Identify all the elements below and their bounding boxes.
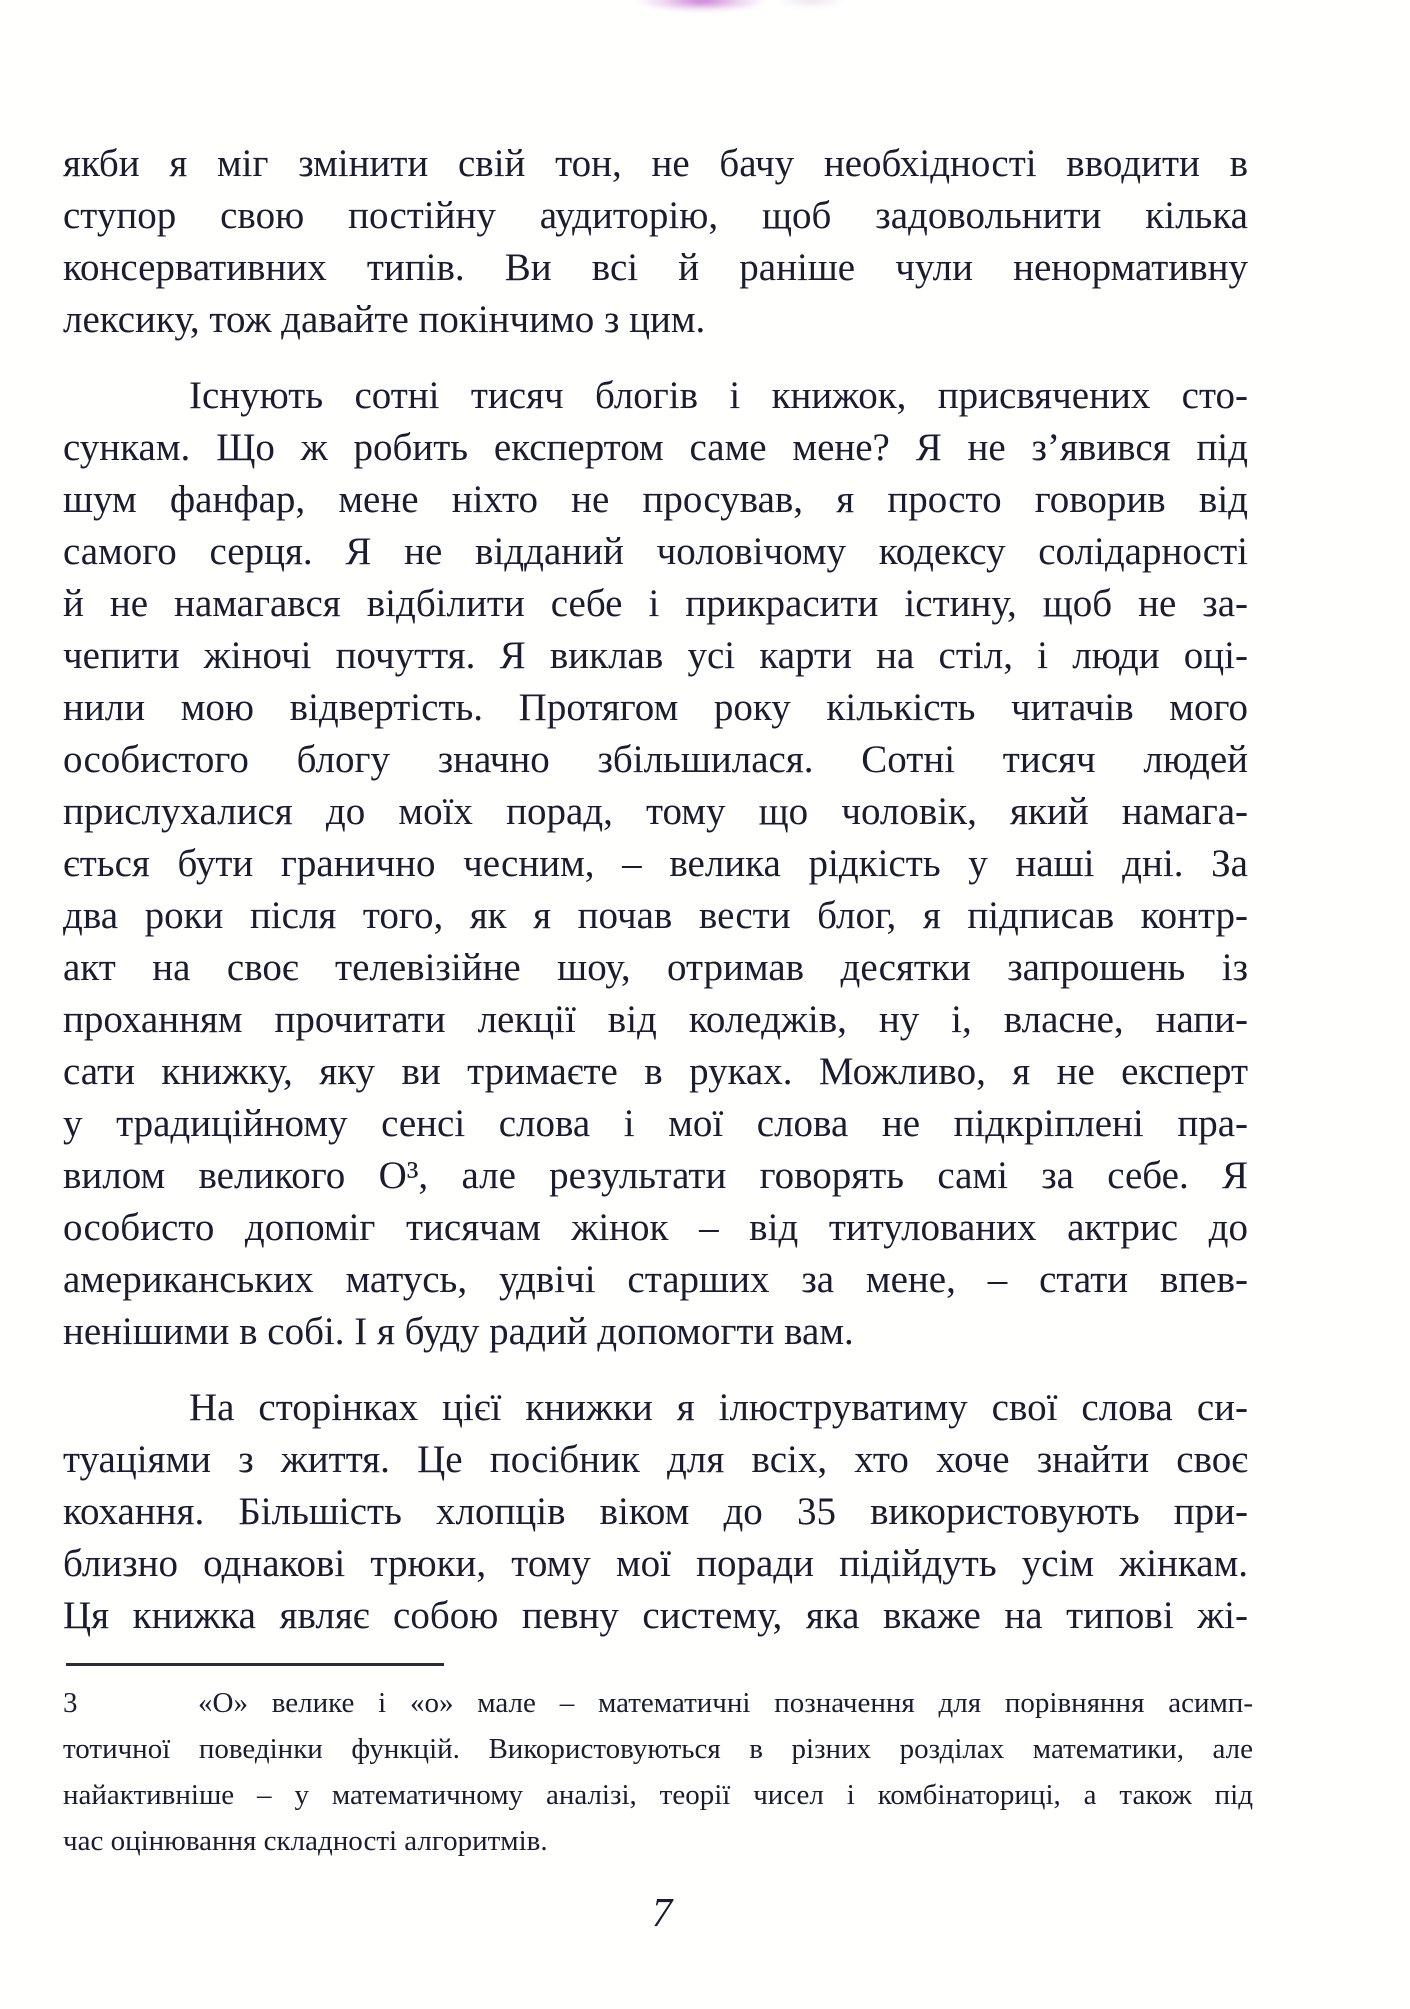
page-number: 7 xyxy=(651,1889,673,1935)
text-line: у традиційному сенсі слова і мої слова не підкріплені пра- xyxy=(63,1102,1248,1145)
text-line: Ця книжка являє собою певну систему, яка вкаже на типові жі- xyxy=(63,1594,1248,1637)
scan-artifact-faint xyxy=(775,0,845,8)
text-line: сати книжку, яку ви тримаєте в руках. Можливо, я не експерт xyxy=(63,1050,1248,1093)
text-line: особисто допоміг тисячам жінок – від титулованих актрис до xyxy=(63,1206,1248,1249)
text-line: американських матусь, удвічі старших за мене, – стати впев- xyxy=(63,1258,1248,1301)
text-line: акт на своє телевізійне шоу, отримав десятки запрошень із xyxy=(63,946,1248,989)
text-line: сункам. Що ж робить експертом саме мене? Я не з’явився під xyxy=(63,426,1248,469)
paragraph xyxy=(63,370,1248,1358)
text-line: нили мою відвертість. Протягом року кількість читачів мого xyxy=(63,686,1248,729)
body-text xyxy=(63,138,1248,1642)
text-line: близно однакові трюки, тому мої поради підійдуть усім жінкам. xyxy=(63,1542,1248,1585)
footnote-text: «О» велике і «о» мале – математичні позначення для порівняння асимп- xyxy=(198,1687,1253,1719)
footnote-divider xyxy=(66,1663,444,1666)
text-line: шум фанфар, мене ніхто не просував, я просто говорив від xyxy=(63,478,1248,521)
text-line: прислухалися до моїх порад, тому що чоловік, який намага- xyxy=(63,790,1248,833)
paragraph xyxy=(63,138,1248,346)
scan-artifact xyxy=(636,0,768,12)
text-line: проханням прочитати лекції від коледжів, ну і, власне, напи- xyxy=(63,998,1248,1041)
paragraph xyxy=(63,1382,1248,1642)
footnote-first-line xyxy=(63,1680,1253,1726)
text-line: консервативних типів. Ви всі й раніше чули ненормативну xyxy=(63,246,1248,289)
text-line: На сторінках цієї книжки я ілюструватиму свої слова си- xyxy=(189,1386,1248,1429)
text-line: туаціями з життя. Це посібник для всіх, хто хоче знайти своє xyxy=(63,1438,1248,1481)
text-line: самого серця. Я не відданий чоловічому кодексу солідарності xyxy=(63,530,1248,573)
footnote xyxy=(63,1680,1253,1864)
footnote-line: найактивніше – у математичному аналізі, теорії чисел і комбінаториці, а також під xyxy=(63,1779,1253,1811)
text-line: особистого блогу значно збільшилася. Сотні тисяч людей xyxy=(63,738,1248,781)
text-line: лексику, тож давайте покінчимо з цим. xyxy=(63,298,706,341)
text-line: чепити жіночі почуття. Я виклав усі карти на стіл, і люди оці- xyxy=(63,634,1248,677)
text-line: ступор свою постійну аудиторію, щоб задовольнити кілька xyxy=(63,194,1248,237)
text-line: кохання. Більшість хлопців віком до 35 використовують при- xyxy=(63,1490,1248,1533)
text-line: ється бути гранично чесним, – велика рідкість у наші дні. За xyxy=(63,842,1248,885)
text-line: й не намагався відбілити себе і прикрасити істину, щоб не за- xyxy=(63,582,1248,625)
footnote-line: тотичної поведінки функцій. Використовуються в різних розділах математики, але xyxy=(63,1733,1253,1765)
text-line: якби я міг змінити свій тон, не бачу необхідності вводити в xyxy=(63,142,1248,185)
text-line: два роки після того, як я почав вести блог, я підписав контр- xyxy=(63,894,1248,937)
text-line: Існують сотні тисяч блогів і книжок, присвячених сто- xyxy=(189,374,1248,417)
text-line: ненішими в собі. І я буду радий допомогти вам. xyxy=(63,1310,854,1353)
text-line: вилом великого О³, але результати говорять самі за себе. Я xyxy=(63,1154,1248,1197)
footnote-line: час оцінювання складності алгоритмів. xyxy=(63,1825,548,1857)
footnote-marker: 3 xyxy=(63,1687,78,1719)
